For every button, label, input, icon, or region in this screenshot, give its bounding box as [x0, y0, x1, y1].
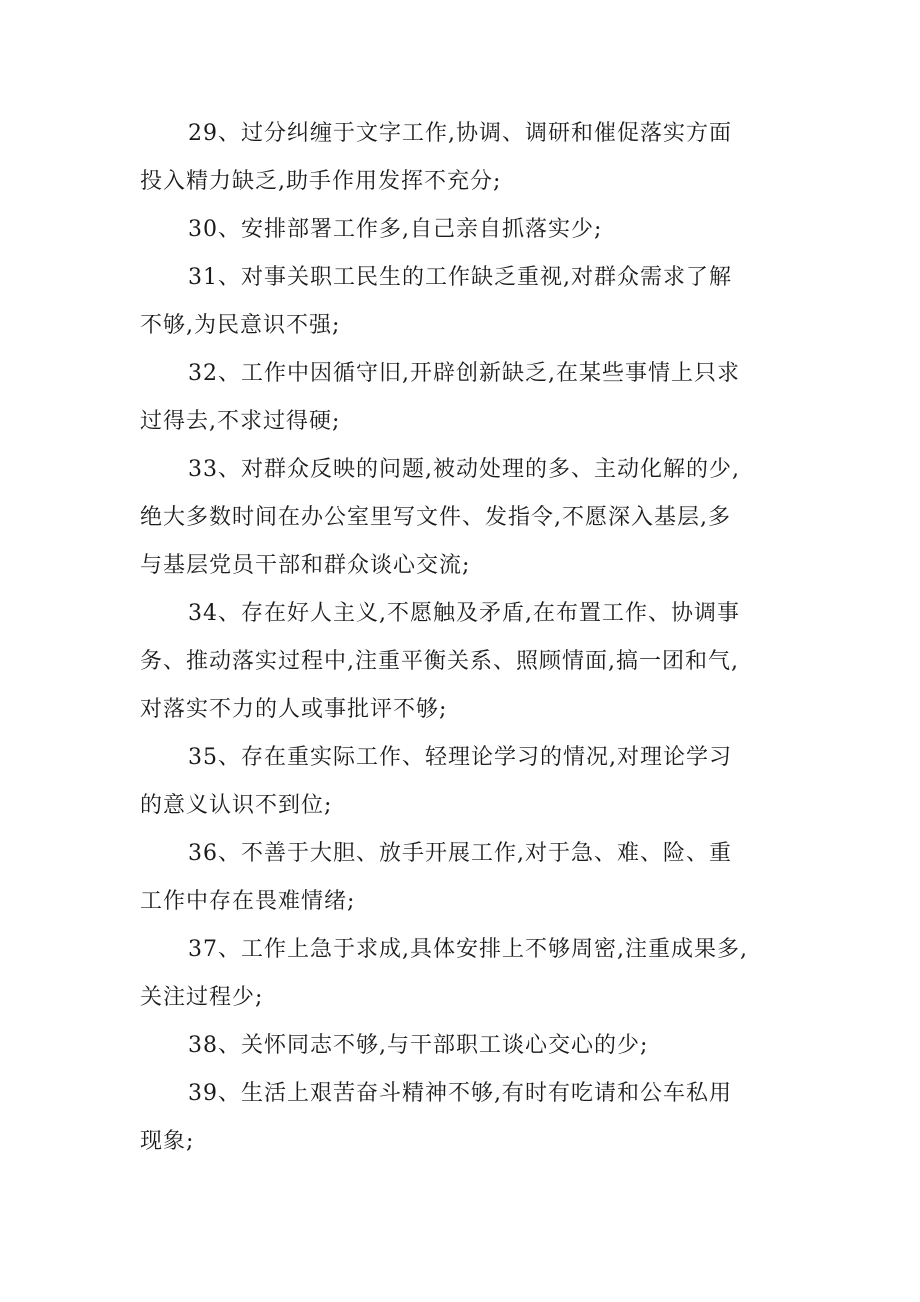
- item-29-line-2: 投入精力缺乏,助手作用发挥不充分;: [140, 169, 502, 194]
- item-34-line-1: 34、存在好人主义,不愿触及矛盾,在布置工作、协调事: [188, 601, 740, 626]
- item-31-line-1: 31、对事关职工民生的工作缺乏重视,对群众需求了解: [188, 265, 732, 290]
- item-37: [140, 926, 800, 1022]
- item-35-line-2: 的意义认识不到位;: [140, 793, 333, 818]
- item-30-line-1: 30、安排部署工作多,自己亲自抓落实少;: [188, 217, 603, 242]
- item-36: [140, 830, 800, 926]
- item-37-line-1: 37、工作上急于求成,具体安排上不够周密,注重成果多,: [188, 937, 748, 962]
- item-39-line-1: 39、生活上艰苦奋斗精神不够,有时有吃请和公车私用: [188, 1081, 732, 1106]
- item-35-line-1: 35、存在重实际工作、轻理论学习的情况,对理论学习: [188, 745, 732, 770]
- document-body: [140, 110, 800, 1166]
- item-34-line-2: 务、推动落实过程中,注重平衡关系、照顾情面,搞一团和气,: [140, 649, 739, 674]
- item-33-line-3: 与基层党员干部和群众谈心交流;: [140, 553, 471, 578]
- item-39-line-2: 现象;: [140, 1129, 195, 1154]
- item-31-line-2: 不够,为民意识不强;: [140, 313, 341, 338]
- item-38-line-1: 38、关怀同志不够,与干部职工谈心交心的少;: [188, 1033, 649, 1058]
- item-29: [140, 110, 800, 206]
- item-31: [140, 254, 800, 350]
- item-34-line-3: 对落实不力的人或事批评不够;: [140, 697, 448, 722]
- item-36-line-2: 工作中存在畏难情绪;: [140, 889, 356, 914]
- item-29-line-1: 29、过分纠缠于文字工作,协调、调研和催促落实方面: [188, 121, 732, 146]
- item-33-line-1: 33、对群众反映的问题,被动处理的多、主动化解的少,: [188, 457, 740, 482]
- item-38: [140, 1022, 800, 1070]
- item-35: [140, 734, 800, 830]
- item-32: [140, 350, 800, 446]
- item-34: [140, 590, 800, 734]
- item-36-line-1: 36、不善于大胆、放手开展工作,对于急、难、险、重: [188, 841, 732, 866]
- item-33: [140, 446, 800, 590]
- item-32-line-2: 过得去,不求过得硬;: [140, 409, 341, 434]
- item-33-line-2: 绝大多数时间在办公室里写文件、发指令,不愿深入基层,多: [140, 505, 731, 530]
- item-32-line-1: 32、工作中因循守旧,开辟创新缺乏,在某些事情上只求: [188, 361, 740, 386]
- item-39: [140, 1070, 800, 1166]
- item-37-line-2: 关注过程少;: [140, 985, 264, 1010]
- item-30: [140, 206, 800, 254]
